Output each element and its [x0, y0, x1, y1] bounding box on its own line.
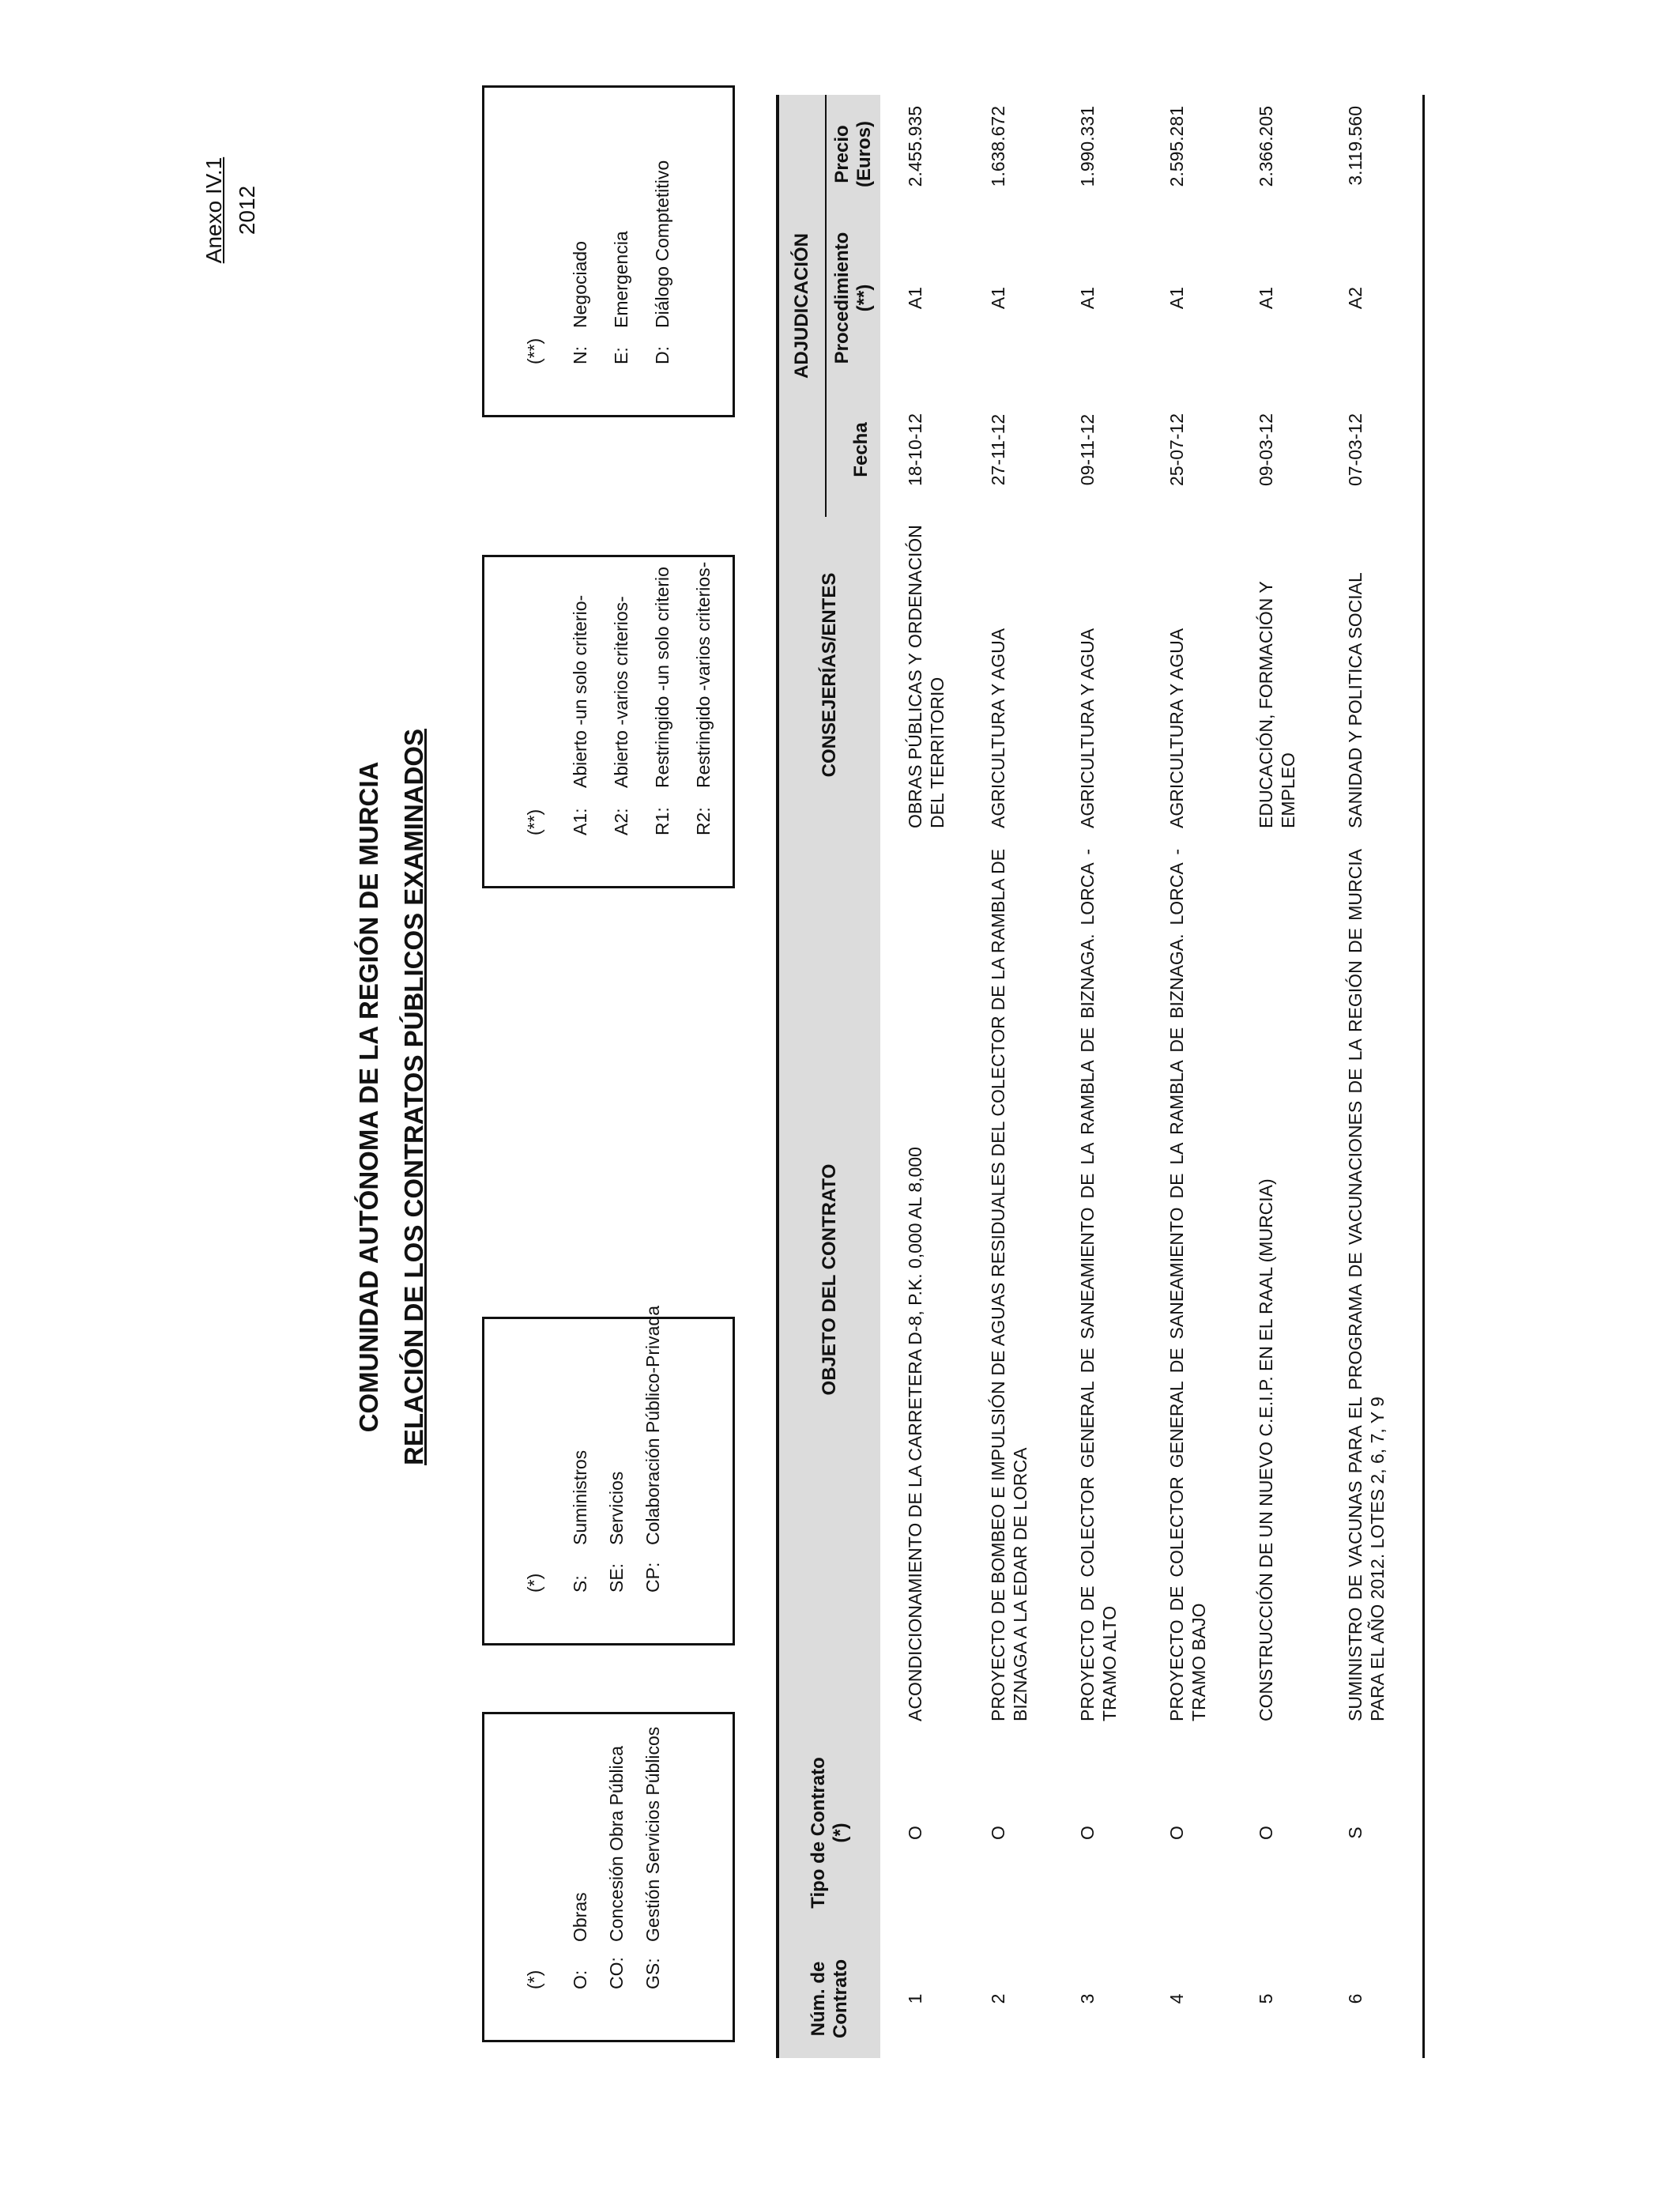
cell-consejeria: AGRICULTURA Y AGUA [1166, 628, 1187, 828]
cell-consejeria: AGRICULTURA Y AGUA [1077, 628, 1098, 828]
legend-item: SE:Servicios [606, 1471, 627, 1593]
contracts-table [779, 95, 1416, 2058]
legend-heading: (**) [524, 809, 544, 835]
cell-consejeria: EDUCACIÓN, FORMACIÓN Y EMPLEO [1256, 581, 1298, 828]
cell-fecha: 18-10-12 [905, 413, 925, 487]
cell-procedimiento: A1 [988, 286, 1008, 310]
legend-item: N:Negociado [570, 241, 590, 364]
header-num: Núm. de Contrato [779, 1940, 880, 2058]
legend-item: E:Emergencia [611, 231, 631, 364]
cell-objeto: PROYECTO DE COLECTOR GENERAL DE SANEAMIENTO DE LA RAMBLA DE BIZNAGA. LORCA - TRAMO ALTO [1077, 849, 1120, 1721]
cell-consejeria: SANIDAD Y POLITICA SOCIAL [1345, 572, 1365, 828]
table-header [779, 95, 880, 2058]
legend-box-procedures-2 [482, 85, 735, 417]
legend-heading: (*) [524, 1573, 544, 1593]
legend-heading: (**) [524, 337, 544, 364]
legend-item: GS:Gestión Servicios Públicos [642, 1726, 663, 1989]
table-row [1148, 95, 1237, 2058]
cell-tipo: S [1345, 1826, 1365, 1839]
legend-item: S:Suministros [570, 1449, 590, 1593]
legend-item: D:Diálogo Comptetitivo [652, 160, 672, 364]
cell-precio: 1.990.331 [1077, 106, 1098, 187]
cell-precio: 2.366.205 [1256, 106, 1276, 187]
legend-item: R1:Restringido -un solo criterio [652, 567, 672, 835]
header-procedimiento: Procedimiento (**) [826, 213, 880, 383]
cell-consejeria: OBRAS PÚBLICAS Y ORDENACIÓN DEL TERRITORIO [905, 525, 947, 828]
cell-num: 3 [1077, 1993, 1098, 2004]
table-body [880, 95, 1416, 2058]
cell-objeto: PROYECTO DE COLECTOR GENERAL DE SANEAMIENTO DE LA RAMBLA DE BIZNAGA. LORCA - TRAMO BAJO [1166, 849, 1209, 1721]
legend-item: CO:Concesión Obra Pública [606, 1745, 627, 1989]
cell-tipo: O [1256, 1826, 1276, 1840]
cell-consejeria: AGRICULTURA Y AGUA [988, 628, 1008, 828]
header-tipo: Tipo de Contrato (*) [779, 1726, 880, 1940]
cell-precio: 2.455.935 [905, 106, 925, 187]
cell-precio: 1.638.672 [988, 106, 1008, 187]
legend-item: A1:Abierto -un solo criterio- [570, 594, 590, 835]
cell-num: 2 [988, 1993, 1008, 2004]
legend-item: O:Obras [570, 1892, 590, 1989]
cell-num: 4 [1166, 1993, 1187, 2004]
annex-label [198, 139, 264, 281]
legend-item: R2:Restringido -varios criterios- [693, 561, 714, 835]
legend-box-contract-types-2 [482, 1306, 735, 1646]
cell-fecha: 09-11-12 [1077, 413, 1098, 486]
cell-tipo: O [905, 1826, 925, 1840]
cell-num: 1 [905, 1993, 925, 2004]
cell-fecha: 07-03-12 [1345, 413, 1365, 487]
cell-objeto: SUMINISTRO DE VACUNAS PARA EL PROGRAMA DE VACUNACIONES DE LA REGIÓN DE MURCIA PARA EL AÑO 2012. LOTES 2, 6, 7, Y 9 [1345, 849, 1388, 1721]
table-row [1327, 95, 1416, 2058]
table-row [1237, 95, 1327, 2058]
header-precio: Precio (Euros) [826, 95, 880, 213]
cell-num: 6 [1345, 1993, 1365, 2004]
cell-objeto: PROYECTO DE BOMBEO E IMPULSIÓN DE AGUAS RESIDUALES DEL COLECTOR DE LA RAMBLA DE BIZNAGA A LA EDAR DE LORCA [988, 849, 1030, 1721]
annex-number: Anexo IV.1 [202, 156, 226, 264]
annex-year: 2012 [235, 185, 259, 236]
header-consejerias: CONSEJERÍAS/ENTES [779, 517, 880, 833]
legend-box-procedures-1 [482, 555, 735, 888]
table-bottom-rule [1422, 95, 1425, 2058]
cell-num: 5 [1256, 1993, 1276, 2004]
cell-tipo: O [988, 1826, 1008, 1840]
header-fecha: Fecha [826, 383, 880, 517]
cell-procedimiento: A1 [905, 286, 925, 310]
cell-procedimiento: A1 [1256, 286, 1276, 310]
cell-objeto: CONSTRUCCIÓN DE UN NUEVO C.E.I.P. EN EL RAAL (MURCIA) [1256, 1178, 1276, 1721]
cell-fecha: 09-03-12 [1256, 413, 1276, 487]
cell-precio: 3.119.560 [1345, 106, 1365, 186]
cell-precio: 2.595.281 [1166, 106, 1187, 187]
cell-tipo: O [1166, 1826, 1187, 1840]
cell-fecha: 27-11-12 [988, 413, 1008, 486]
cell-tipo: O [1077, 1826, 1098, 1840]
table-row [970, 95, 1059, 2058]
legend-box-contract-types-1 [482, 1712, 735, 2042]
legend-item: CP:Colaboración Público-Privada [642, 1306, 663, 1593]
table-row [880, 95, 970, 2058]
legend-item: A2:Abierto -varios criterios- [611, 596, 631, 835]
cell-fecha: 25-07-12 [1166, 413, 1187, 487]
cell-procedimiento: A2 [1345, 286, 1365, 310]
legend-heading: (*) [524, 1970, 544, 1989]
header-objeto: OBJETO DEL CONTRATO [779, 833, 880, 1726]
cell-procedimiento: A1 [1077, 286, 1098, 310]
cell-objeto: ACONDICIONAMIENTO DE LA CARRETERA D-8, P.K. 0,000 AL 8,000 [905, 1147, 925, 1721]
page-subtitle: RELACIÓN DE LOS CONTRATOS PÚBLICOS EXAMINADOS [399, 729, 428, 1465]
header-adjudicacion: ADJUDICACIÓN [779, 95, 826, 517]
cell-procedimiento: A1 [1166, 286, 1187, 310]
table-row [1059, 95, 1148, 2058]
page-title: COMUNIDAD AUTÓNOMA DE LA REGIÓN DE MURCIA [354, 761, 383, 1433]
